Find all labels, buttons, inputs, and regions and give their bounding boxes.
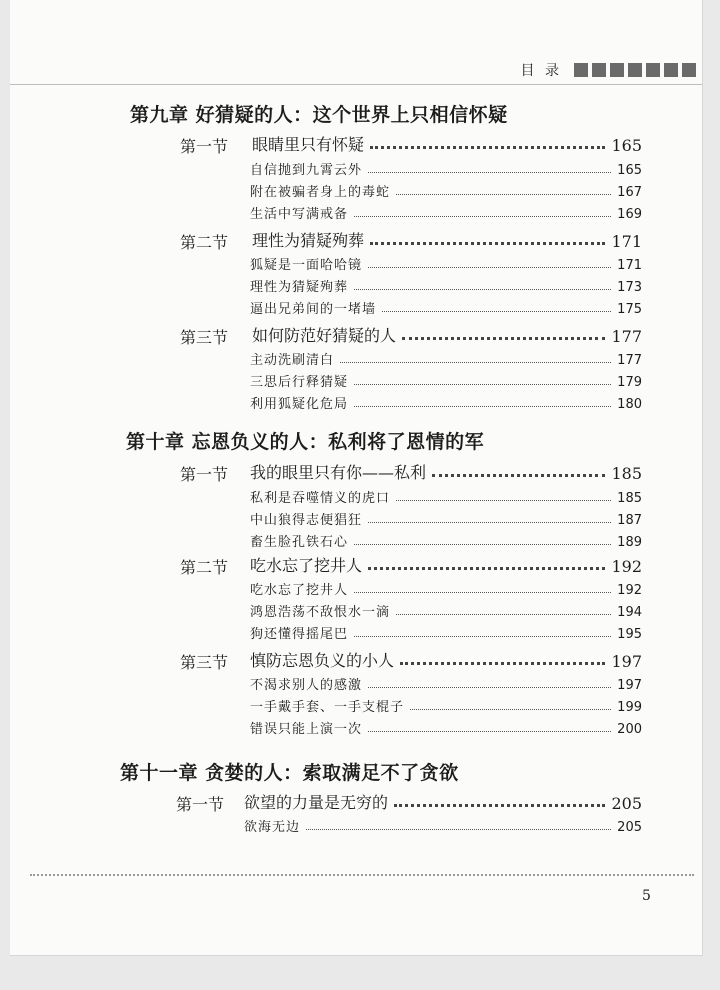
page-ref: 194 <box>617 605 642 620</box>
section-title: 吃水忘了挖井人 <box>250 556 363 575</box>
dot-leader <box>354 544 611 545</box>
toc-section-entry[interactable] <box>244 791 642 813</box>
header-text: 目 录 <box>520 63 562 79</box>
dot-leader <box>354 636 611 637</box>
toc-item[interactable] <box>250 200 642 222</box>
dot-leader <box>368 687 611 688</box>
chapter-title: 第十章 忘恩负义的人：私利将了恩情的军 <box>126 431 485 453</box>
dot-leader <box>354 289 611 290</box>
section-title: 欲望的力量是无穷的 <box>244 793 389 812</box>
item-title: 狗还懂得摇尾巴 <box>250 627 349 642</box>
item-title: 主动洗刷清白 <box>250 353 335 368</box>
section-label: 第二节 <box>180 558 229 577</box>
toc-item[interactable] <box>250 295 642 317</box>
section-label: 第一节 <box>180 465 229 484</box>
dot-leader <box>354 216 611 217</box>
page-ref: 177 <box>611 327 642 346</box>
dot-leader <box>396 500 611 501</box>
header-rule <box>10 84 702 85</box>
page-ref: 192 <box>611 557 642 576</box>
dot-leader <box>410 709 611 710</box>
item-title: 狐疑是一面哈哈镜 <box>250 258 363 273</box>
toc-item[interactable] <box>250 620 642 642</box>
dot-leader <box>370 242 605 245</box>
page-ref: 199 <box>617 700 642 715</box>
page-ref: 192 <box>617 583 642 598</box>
toc-section-entry[interactable] <box>252 229 642 251</box>
item-title: 一手戴手套、一手支棍子 <box>250 700 405 715</box>
page-ref: 173 <box>617 280 642 295</box>
header-decoration-square <box>610 63 624 77</box>
section-label: 第一节 <box>180 137 229 156</box>
item-title: 错误只能上演一次 <box>250 722 363 737</box>
page-ref: 167 <box>617 185 642 200</box>
chapter-title: 第十一章 贪婪的人：索取满足不了贪欲 <box>120 762 459 784</box>
toc-item[interactable] <box>250 576 642 598</box>
toc-item[interactable] <box>250 484 642 506</box>
item-title: 不渴求别人的感激 <box>250 678 363 693</box>
item-title: 自信抛到九霄云外 <box>250 163 363 178</box>
footer-dotted-rule <box>30 874 694 876</box>
toc-item[interactable] <box>244 813 642 835</box>
page-ref: 185 <box>617 491 642 506</box>
toc-item[interactable] <box>250 346 642 368</box>
item-title: 中山狼得志便猖狂 <box>250 513 363 528</box>
toc-item[interactable] <box>250 368 642 390</box>
page-ref: 180 <box>617 397 642 412</box>
toc-item[interactable] <box>250 598 642 620</box>
header-decoration-square <box>664 63 678 77</box>
item-title: 吃水忘了挖井人 <box>250 583 349 598</box>
toc-item[interactable] <box>250 715 642 737</box>
page-ref: 165 <box>617 163 642 178</box>
page-ref: 205 <box>617 820 642 835</box>
section-label: 第三节 <box>180 328 229 347</box>
page-ref: 189 <box>617 535 642 550</box>
dot-leader <box>368 172 611 173</box>
dot-leader <box>396 194 611 195</box>
page-ref: 165 <box>611 136 642 155</box>
page-ref: 200 <box>617 722 642 737</box>
dot-leader <box>370 146 605 149</box>
toc-section-entry[interactable] <box>252 324 642 346</box>
page-ref: 175 <box>617 302 642 317</box>
dot-leader <box>368 567 605 570</box>
dot-leader <box>340 362 611 363</box>
page-ref: 205 <box>611 794 642 813</box>
toc-section-entry[interactable] <box>250 461 642 483</box>
dot-leader <box>432 474 605 477</box>
dot-leader <box>368 522 611 523</box>
section-label: 第二节 <box>180 233 229 252</box>
toc-item[interactable] <box>250 390 642 412</box>
dot-leader <box>382 311 611 312</box>
running-header <box>521 60 696 80</box>
toc-section-entry[interactable] <box>252 133 642 155</box>
header-decoration-square <box>592 63 606 77</box>
section-label: 第一节 <box>176 795 225 814</box>
toc-item[interactable] <box>250 156 642 178</box>
toc-item[interactable] <box>250 506 642 528</box>
page-ref: 197 <box>617 678 642 693</box>
dot-leader <box>306 829 611 830</box>
toc-item[interactable] <box>250 251 642 273</box>
dot-leader <box>400 662 605 665</box>
dot-leader <box>402 337 605 340</box>
page-ref: 171 <box>611 232 642 251</box>
item-title: 三思后行释猜疑 <box>250 375 349 390</box>
item-title: 附在被骗者身上的毒蛇 <box>250 185 391 200</box>
toc-item[interactable] <box>250 273 642 295</box>
item-title: 理性为猜疑殉葬 <box>250 280 349 295</box>
dot-leader <box>368 731 611 732</box>
section-title: 慎防忘恩负义的小人 <box>250 651 395 670</box>
dot-leader <box>354 384 611 385</box>
toc-item[interactable] <box>250 671 642 693</box>
section-title: 我的眼里只有你——私利 <box>250 463 427 482</box>
section-title: 眼睛里只有怀疑 <box>252 135 365 154</box>
header-decoration-square <box>646 63 660 77</box>
page-number: 5 <box>642 888 651 904</box>
toc-section-entry[interactable] <box>250 649 642 671</box>
item-title: 畜生脸孔铁石心 <box>250 535 349 550</box>
toc-section-entry[interactable] <box>250 554 642 576</box>
page-ref: 171 <box>617 258 642 273</box>
header-decoration-square <box>682 63 696 77</box>
section-label: 第三节 <box>180 653 229 672</box>
page-ref: 185 <box>611 464 642 483</box>
page-ref: 169 <box>617 207 642 222</box>
dot-leader <box>354 592 611 593</box>
page-ref: 197 <box>611 652 642 671</box>
item-title: 生活中写满戒备 <box>250 207 349 222</box>
page-ref: 177 <box>617 353 642 368</box>
page-ref: 179 <box>617 375 642 390</box>
chapter-title: 第九章 好猜疑的人：这个世界上只相信怀疑 <box>130 104 508 126</box>
item-title: 欲海无边 <box>244 820 301 835</box>
section-title: 理性为猜疑殉葬 <box>252 231 365 250</box>
toc-item[interactable] <box>250 178 642 200</box>
toc-item[interactable] <box>250 693 642 715</box>
page-ref: 195 <box>617 627 642 642</box>
toc-item[interactable] <box>250 528 642 550</box>
item-title: 私利是吞噬情义的虎口 <box>250 491 391 506</box>
dot-leader <box>396 614 611 615</box>
item-title: 逼出兄弟间的一堵墙 <box>250 302 377 317</box>
header-decoration-square <box>574 63 588 77</box>
book-page <box>10 0 703 956</box>
header-decoration-square <box>628 63 642 77</box>
dot-leader <box>354 406 611 407</box>
dot-leader <box>394 804 605 807</box>
page-ref: 187 <box>617 513 642 528</box>
section-title: 如何防范好猜疑的人 <box>252 326 397 345</box>
dot-leader <box>368 267 611 268</box>
item-title: 鸿恩浩荡不敌恨水一滴 <box>250 605 391 620</box>
item-title: 利用狐疑化危局 <box>250 397 349 412</box>
